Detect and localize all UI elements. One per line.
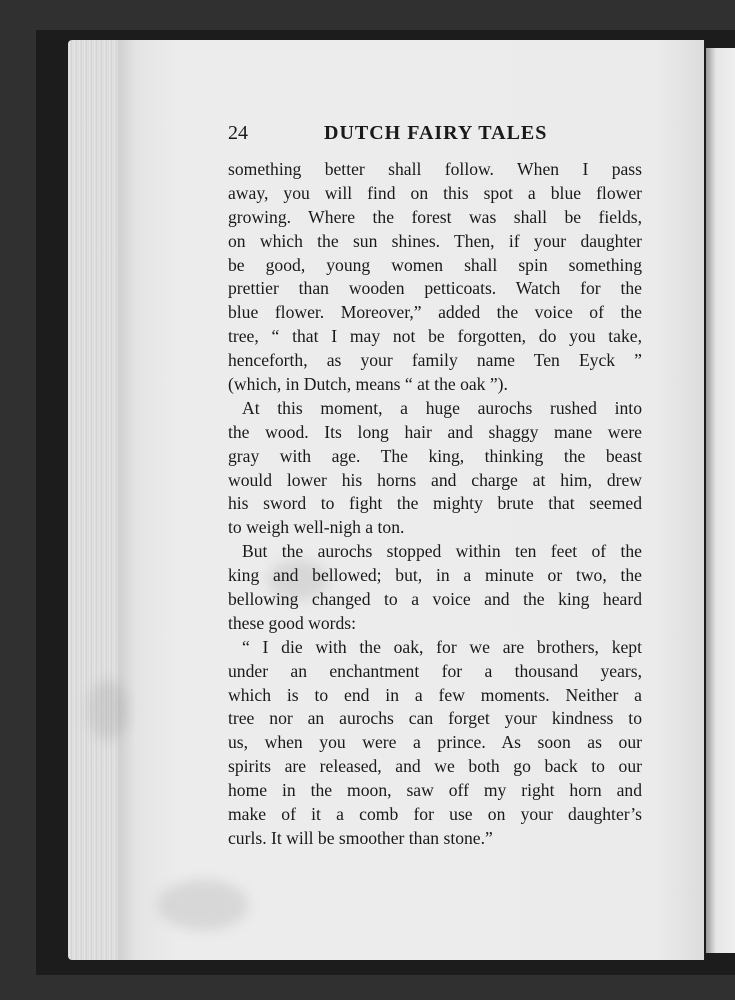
text-line: blue flower. Moreover,” added the voice of the bbox=[228, 302, 642, 323]
text-line: his sword to fight the mighty brute that seemed bbox=[228, 493, 642, 514]
text-line: gray with age. The king, thinking the beast bbox=[228, 445, 642, 466]
body-text bbox=[228, 158, 642, 851]
facing-page-edge bbox=[706, 48, 735, 953]
text-line: these good words: bbox=[228, 612, 357, 633]
running-title: DUTCH FAIRY TALES bbox=[324, 122, 548, 144]
text-line: which is to end in a few moments. Neither a bbox=[228, 684, 642, 705]
text-line: But the aurochs stopped within ten feet of the bbox=[242, 541, 642, 562]
text-line: At this moment, a huge aurochs rushed into bbox=[242, 397, 642, 418]
text-line: would lower his horns and charge at him, drew bbox=[228, 469, 642, 490]
page-smudge bbox=[158, 880, 248, 930]
text-line: make of it a comb for use on your daughter’s bbox=[228, 804, 642, 825]
page-number: 24 bbox=[228, 122, 248, 144]
text-line: tree, “ that I may not be forgotten, do you take, bbox=[228, 326, 642, 347]
text-line: the wood. Its long hair and shaggy mane were bbox=[228, 421, 642, 442]
text-line: to weigh well-nigh a ton. bbox=[228, 517, 405, 538]
text-line: bellowing changed to a voice and the king heard bbox=[228, 589, 642, 610]
text-line: on which the sun shines. Then, if your daughter bbox=[228, 230, 642, 251]
text-line: “ I die with the oak, for we are brothers, kept bbox=[242, 636, 642, 657]
text-line: away, you will find on this spot a blue flower bbox=[228, 182, 642, 203]
text-line: prettier than wooden petticoats. Watch for the bbox=[228, 278, 642, 299]
text-line: be good, young women shall spin something bbox=[228, 254, 642, 275]
page-header bbox=[228, 122, 642, 150]
text-line: home in the moon, saw off my right horn and bbox=[228, 780, 642, 801]
text-line: tree nor an aurochs can forget your kindness to bbox=[228, 708, 642, 729]
text-line: growing. Where the forest was shall be fields, bbox=[228, 206, 642, 227]
text-line: curls. It will be smoother than stone.” bbox=[228, 827, 493, 848]
text-line: (which, in Dutch, means “ at the oak ”). bbox=[228, 374, 508, 395]
text-line: us, when you were a prince. As soon as our bbox=[228, 732, 642, 753]
text-line: under an enchantment for a thousand years, bbox=[228, 660, 642, 681]
page-smudge bbox=[88, 680, 128, 740]
text-line: something better shall follow. When I pass bbox=[228, 159, 642, 179]
text-line: spirits are released, and we both go back to our bbox=[228, 756, 642, 777]
text-line: king and bellowed; but, in a minute or two, the bbox=[228, 565, 642, 586]
text-line: henceforth, as your family name Ten Eyck ” bbox=[228, 350, 642, 371]
